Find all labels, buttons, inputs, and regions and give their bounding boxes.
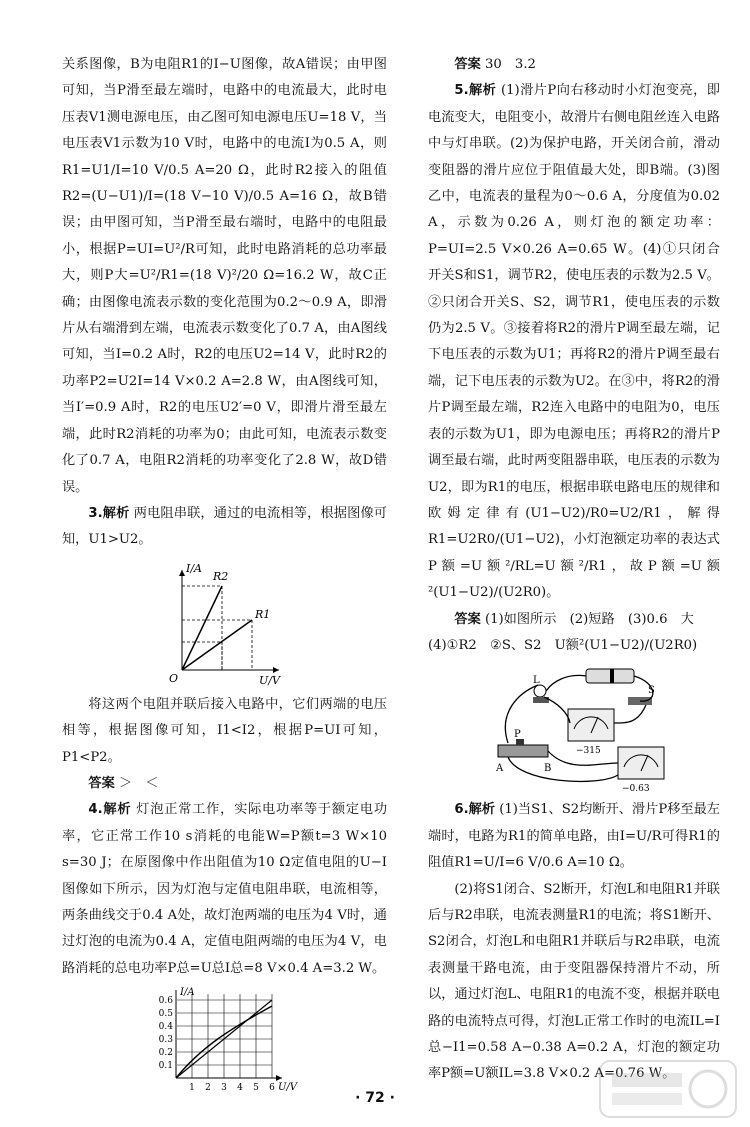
graph2-xlabel: U/V xyxy=(278,1082,298,1094)
xtick-5: 5 xyxy=(253,1083,259,1094)
switch-label: S xyxy=(648,685,655,697)
q4-answer-label: 答案 xyxy=(454,57,481,72)
xtick-1: 1 xyxy=(189,1083,195,1094)
q6-text2: (2)将S1闭合、S2断开，灯泡L和电阻R1并联后与R2串联，电流表测量R1的电流；将S1断开、S2闭合，灯泡L和电阻R1并联后与R2串联，电流表测量干路电流，由于变阻器保持滑片不动，所以，通过灯泡L、电阻R1的电流不变，根据并联电路的电流特点可得，灯泡L正常工作时的电流IL=I总−I1=0.58 A−0.38 A=0.2 A，灯泡的额定功率P额=U额IL=3.8 V×0.2 A=0.76 W。 xyxy=(428,881,720,1082)
ytick-0.1: 0.1 xyxy=(158,1061,173,1072)
q6-text: (1)当S1、S2均断开、滑片P移至最左端时，电路为R1的简单电路，由I=U/R可得R1的阻值R1=U/I=6 V/0.6 A=10 Ω。 xyxy=(428,802,720,871)
q3-number: 3. xyxy=(88,505,103,521)
q6-number: 6. xyxy=(454,802,469,818)
ytick-0.6: 0.6 xyxy=(158,996,173,1007)
rheostat-slider-label: P xyxy=(514,729,521,741)
page-number: · 72 · xyxy=(355,1090,395,1106)
q6-solution xyxy=(428,797,720,876)
graph1-xlabel: U/V xyxy=(259,673,280,687)
q5-answer xyxy=(428,607,720,633)
q4-answer xyxy=(428,52,720,78)
circuit-svg xyxy=(478,663,678,793)
q3-label: 解析 xyxy=(102,505,130,521)
q3-answer-value: ＞ ＜ xyxy=(118,775,159,791)
q5-answer-value: (1)如图所示 (2)短路 (3)0.6 大 xyxy=(484,611,694,627)
circuit-diagram xyxy=(428,663,720,793)
q3-text2: 将这两个电阻并联后接入电路中，它们两端的电压相等，根据图像可知，I1<I2，根据P=UI可知，P1<P2。 xyxy=(62,696,387,765)
q4-solution xyxy=(62,797,387,982)
q4-text: 灯泡正常工作，实际电功率等于额定电功率，它正常工作10 s消耗的电能W=P额t=3 W×10 s=30 J；在原图像中作出阻值为10 Ω定值电阻的U−I图像如下所示，因为灯泡与定值电阻串联，电流相等，两条曲线交于0.4 A处，故灯泡两端的电压为4 V时，通过灯泡的电流为0.4 A，定值电阻两端的电压为4 V，电路消耗的总电功率P总=U总I总=8 V×0.4 A=3.2 W。 xyxy=(62,802,388,976)
q5-label: 解析 xyxy=(468,83,497,99)
right-column xyxy=(428,52,720,1088)
q3-solution xyxy=(62,501,387,554)
voltmeter-scale: −0.63 xyxy=(622,784,650,794)
q6-label: 解析 xyxy=(468,802,495,818)
iu-graph-lamp-resistor xyxy=(62,986,387,1096)
ytick-0.4: 0.4 xyxy=(158,1022,173,1033)
q5-solution xyxy=(428,78,720,606)
q3-answer xyxy=(62,771,387,797)
q4-number: 4. xyxy=(88,802,103,818)
graph-svg xyxy=(167,558,287,688)
rheostat-b-label: B xyxy=(544,763,552,775)
ytick-0.2: 0.2 xyxy=(158,1048,173,1059)
graph1-ylabel: I/A xyxy=(186,561,202,575)
graph2-ylabel: I/A xyxy=(180,987,195,999)
graph1-origin: O xyxy=(169,671,179,685)
rheostat-a-label: A xyxy=(496,763,504,775)
ytick-0.5: 0.5 xyxy=(158,1009,173,1020)
ytick-0.3: 0.3 xyxy=(158,1035,173,1046)
q4-label: 解析 xyxy=(102,802,132,818)
graph1-r1-label: R1 xyxy=(255,607,271,621)
q5-answer-label: 答案 xyxy=(454,611,481,627)
q3-answer-label: 答案 xyxy=(88,775,115,791)
xtick-4: 4 xyxy=(237,1083,243,1094)
xtick-2: 2 xyxy=(205,1083,211,1094)
ammeter-scale: −315 xyxy=(576,746,601,757)
q5-number: 5. xyxy=(454,83,469,99)
q2-solution-continued: 关系图像，B为电阻R1的I−U图像，故A错误；由甲图可知，当P滑至最左端时，电路中的电流最大，此时电压表V1测电源电压，由乙图可知电源电压U=18 V，当电压表V1示数为10 V时，电路中的电流I为0.5 A，则R1=U1/I=10 V/0.5 A=20 Ω，此时R2接入的阻值R2=(U−U1)/I=(18 V−10 V)/0.5 A=16 Ω，故B错误；由甲图可知，当P滑至最右端时，电路中的电阻最小，根据P=UI=U²/R可知，此时电路消耗的总功率最大，则P大=U²/R1=(18 V)²/20 Ω=16.2 W，故C正确；由图像电流表示数的变化范围为0.2～0.9 A，即滑片从右端滑到左端，电流表示数变化了0.7 A，由A图线可知，当I=0.2 A时，R2的电压U2=14 V，此时R2的功率P2=U2I=14 V×0.2 A=2.8 W，由A图线可知，当I′=0.9 A时，R2的电压U2′=0 V，即滑片滑至最左端，此时R2消耗的功率为0；由此可知，电流表示数变化了0.7 A，电阻R2消耗的功率变化了2.8 W，故D错误。 xyxy=(62,57,387,495)
xtick-3: 3 xyxy=(221,1083,227,1094)
left-column xyxy=(62,52,387,1100)
q5-text: (1)滑片P向右移动时小灯泡变亮，即电流变大，电阻变小，故滑片右侧电阻丝连入电路中与灯串联。(2)为保护电路，开关闭合前，滑动变阻器的滑片应位于阻值最大处，即B端。(3)图乙中，电流表的量程为0～0.6 A，分度值为0.02 A，示数为0.26 A，则灯泡的额定功率：P=UI=2.5 V×0.26 A=0.65 W。(4)①只闭合开关S和S1，调节R2，使电压表的示数为2.5 V。②只闭合开关S、S2，调节R1，使电压表的示数仍为2.5 V。③接着将R2的滑片P调至最左端，记下电压表的示数为U1；再将R2的滑片P调至最右端，记下电压表的示数为U2。在③中，将R2的滑片P调至最左端，R2连入电路中的电阻为0，电压表的示数为U1，即为电源电压；再将R2的滑片P调至最右端，此时两变阻器串联，电压表的示数为U2，即为R1的电压，根据串联电路电压的规律和欧姆定律有(U1−U2)/R0=U2/R1，解得R1=U2R0/(U1−U2)，小灯泡额定功率的表达式P额=U额²/RL=U额²/R1，故P额=U额²(U1−U2)/(U2R0)。 xyxy=(428,83,720,601)
watermark-logo xyxy=(598,1059,738,1119)
xtick-6: 6 xyxy=(269,1083,275,1094)
q3-text: 两电阻串联，通过的电流相等，根据图像可知，U1>U2。 xyxy=(62,505,387,548)
lamp-label: L xyxy=(533,675,540,687)
q4-answer-value: 30 3.2 xyxy=(484,57,536,72)
iu-graph-r1-r2 xyxy=(62,558,387,688)
graph2-svg xyxy=(142,986,302,1096)
graph1-r2-label: R2 xyxy=(213,569,229,583)
q5-answer-2: (4)①R2 ②S、S2 U额²(U1−U2)/(U2R0) xyxy=(428,637,698,653)
